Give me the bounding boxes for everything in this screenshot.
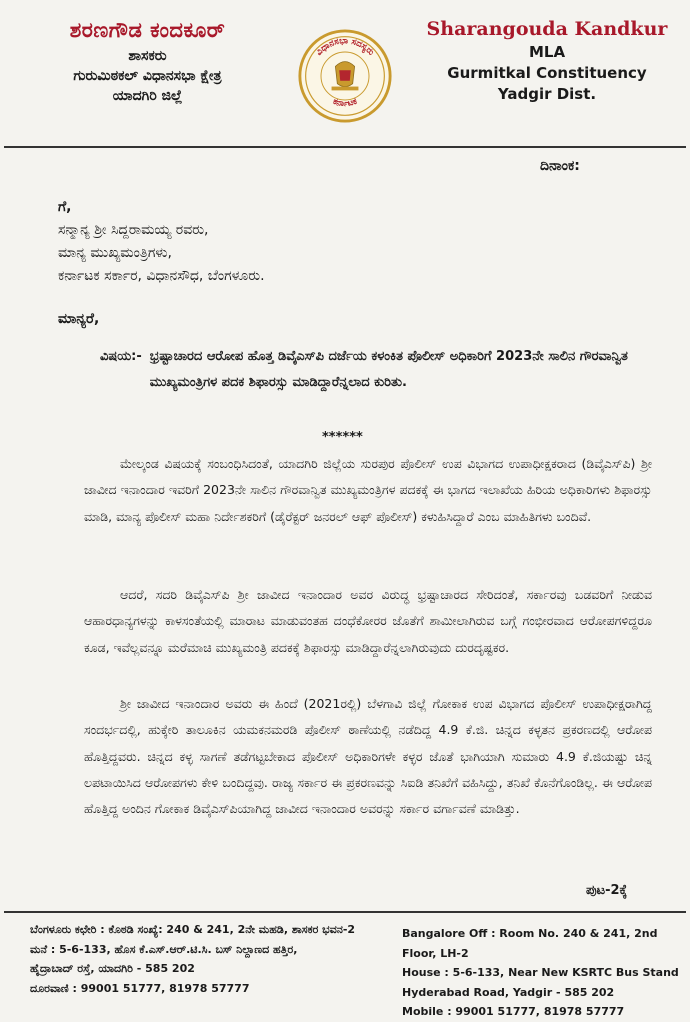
seal-top-text: ವಿಧಾನಸಭಾ ಸದಸ್ಯರು [314,36,376,58]
footer-en-line-1: Bangalore Off : Room No. 240 & 241, 2nd Floor, LH-2 [402,927,658,960]
footer-divider [4,911,686,913]
separator: ****** [322,430,363,445]
footer-kn-line-4: ದೂರವಾಣಿ : 99001 51777, 81978 57777 [30,981,250,995]
role-kannada: ಶಾಸಕರು [128,48,167,64]
constituency-kannada: ಗುರುಮಿಠಕಲ್ ವಿಧಾನಸಭಾ ಕ್ಷೇತ್ರ [73,68,222,84]
footer-kn-line-2: ಮನೆ : 5-6-133, ಹೊಸ ಕೆ.ಎಸ್.ಆರ್.ಟಿ.ಸಿ. ಬಸ್ ನಿಲ್ದಾಣದ ಹತ್ತಿರ, [30,942,298,956]
role-english: MLA [528,43,566,61]
mla-name-english: Sharangouda Kandkur [426,18,668,40]
seal-bottom-text: ಕರ್ನಾಟಕ [331,96,359,110]
constituency-english: Gurmitkal Constituency [447,64,647,82]
footer-en-line-2: House : 5-6-133, Near New KSRTC Bus Stand [402,966,679,979]
addressee-line-1: ಸನ್ಮಾನ್ಯ ಶ್ರೀ ಸಿದ್ದರಾಮಯ್ಯ ರವರು, [58,222,209,238]
mla-name-kannada: ಶರಣಗೌಡ ಕಂದಕೂರ್ [69,18,226,42]
footer-english [402,924,687,1022]
paragraph-2: ಆದರೆ, ಸದರಿ ಡಿವೈಎಸ್‌ಪಿ ಶ್ರೀ ಜಾವೀದ ಇನಾಂದಾರ ಅವರ ವಿರುದ್ಧ ಭ್ರಷ್ಟಾಚಾರದ ಸೇರಿದಂತೆ, ಸರ್ಕಾರವು ಬಡವರಿಗೆ ನೀಡುವ ಆಹಾರಧಾನ್ಯಗಳನ್ನು ಕಾಳಸಂತೆಯಲ್ಲಿ ಮಾರಾಟ ಮಾಡುವಂತಹ ದಂಧೆಕೋರರ ಜೊತೆಗೆ ಶಾಮೀಲಾಗಿರುವ ಬಗ್ಗೆ ಗಂಭೀರವಾದ ಆರೋಪಗಳಿದ್ದರೂ ಕೂಡ, ಇವೆಲ್ಲವನ್ನೂ ಮರೆಮಾಚಿ ಮುಖ್ಯಮಂತ್ರಿ ಪದಕಕ್ಕೆ ಶಿಫಾರಸ್ಸು ಮಾಡಿದ್ದಾರೆನ್ನಲಾಗಿರುವುದು ದುರದೃಷ್ಟಕರ. [84,587,652,655]
district-english: Yadgir Dist. [497,85,597,103]
paragraph-3: ಶ್ರೀ ಜಾವೀದ ಇನಾಂದಾರ ಅವರು ಈ ಹಿಂದೆ (2021ರಲ್ಲಿ) ಬೆಳಗಾವಿ ಜಿಲ್ಲೆ ಗೋಕಾಕ ಉಪ ವಿಭಾಗದ ಪೊಲೀಸ್ ಉಪಾಧೀಕ್ಷರಾಗಿದ್ದ ಸಂದರ್ಭದಲ್ಲಿ, ಹುಕ್ಕೇರಿ ತಾಲೂಕಿನ ಯಮಕನಮರಡಿ ಪೊಲೀಸ್ ಠಾಣೆಯಲ್ಲಿ ನಡೆದಿದ್ದ 4.9 ಕೆ.ಜಿ. ಚಿನ್ನದ ಕಳ್ಳತನ ಪ್ರಕರಣದಲ್ಲಿ ಆರೋಪ ಹೊತ್ತಿದ್ದವರು. ಚಿನ್ನದ ಕಳ್ಳ ಸಾಗಣೆ ತಡೆಗಟ್ಟಬೇಕಾದ ಪೊಲೀಸ್ ಅಧಿಕಾರಿಗಳೇ ಕಳ್ಳರ ಜೊತೆ ಭಾಗಿಯಾಗಿ ಸುಮಾರು 4.9 ಕೆ.ಜಿಯಷ್ಟು ಚಿನ್ನ ಲಪಟಾಯಿಸಿದ ಆರೋಪಗಳು ಕೇಳಿ ಬಂದಿದ್ದವು. ರಾಜ್ಯ ಸರ್ಕಾರ ಈ ಪ್ರಕರಣವನ್ನು ಸಿಐಡಿ ತನಿಖೆಗೆ ವಹಿಸಿದ್ದು, ತನಿಖೆ ಕೊನೆಗೊಂಡಿಲ್ಲ. ಈ ಆರೋಪ ಹೊತ್ತಿದ್ದ ಅಂದಿನ ಗೋಕಾಕ ಡಿವೈಎಸ್‌ಪಿಯಾಗಿದ್ದ ಜಾವೀದ ಇನಾಂದಾರ ಅವರನ್ನು ಸರ್ಕಾರ ವರ್ಗಾವಣೆ ಮಾಡಿತ್ತು. [84,696,652,817]
footer-kannada [30,920,385,998]
salutation: ಮಾನ್ಯರೆ, [58,311,100,327]
header-english [422,18,672,103]
footer-en-line-4: Mobile : 99001 51777, 81978 57777 [402,1005,625,1018]
subject-text: ಭ್ರಷ್ಟಾಚಾರದ ಆರೋಪ ಹೊತ್ತ ಡಿವೈಎಸ್‌ಪಿ ದರ್ಜೆಯ ಕಳಂಕಿತ ಪೊಲೀಸ್ ಅಧಿಕಾರಿಗೆ 2023ನೇ ಸಾಲಿನ ಗೌರವಾನ್ವಿತ ಮುಖ್ಯಮಂತ್ರಿಗಳ ಪದಕ ಶಿಫಾರಸ್ಸು ಮಾಡಿದ್ದಾರೆನ್ನಲಾದ ಕುರಿತು. [149,349,628,390]
addressee-block [58,196,265,288]
header-divider [4,146,686,148]
footer-en-line-3: Hyderabad Road, Yadgir - 585 202 [402,985,615,999]
addressee-line-3: ಕರ್ನಾಟಕ ಸರ್ಕಾರ, ವಿಧಾನಸೌಧ, ಬೆಂಗಳೂರು. [58,268,265,284]
addressee-to: ಗೆ, [58,199,72,215]
paragraph-1: ಮೇಲ್ಕಂಡ ವಿಷಯಕ್ಕೆ ಸಂಬಂಧಿಸಿದಂತೆ, ಯಾದಗಿರಿ ಜಿಲ್ಲೆಯ ಸುರಪುರ ಪೊಲೀಸ್ ಉಪ ವಿಭಾಗದ ಉಪಾಧೀಕ್ಷಕರಾದ (ಡಿವೈಎಸ್‌ಪಿ) ಶ್ರೀ ಜಾವೀದ ಇನಾಂದಾರ ಇವರಿಗೆ 2023ನೇ ಸಾಲಿನ ಗೌರವಾನ್ವಿತ ಮುಖ್ಯಮಂತ್ರಿಗಳ ಪದಕಕ್ಕೆ ಈ ಭಾಗದ ಇಲಾಖೆಯ ಹಿರಿಯ ಅಧಿಕಾರಿಗಳು ಶಿಫಾರಸ್ಸು ಮಾಡಿ, ಮಾನ್ಯ ಪೊಲೀಸ್ ಮಹಾ ನಿರ್ದೇಶಕರಿಗೆ (ಡೈರೆಕ್ಟರ್ ಜನರಲ್ ಆಫ್ ಪೊಲೀಸ್) ಕಳುಹಿಸಿದ್ದಾರೆ ಎಂಬ ಮಾಹಿತಿಗಳು ಬಂದಿವೆ. [84,456,652,524]
continued-note: ಪುಟ-2ಕ್ಕೆ [586,883,628,898]
footer-kn-line-1: ಬೆಂಗಳೂರು ಕಛೇರಿ : ಕೊಠಡಿ ಸಂಖ್ಯೆ: 240 & 241, 2ನೇ ಮಹಡಿ, ಶಾಸಕರ ಭವನ-2 [30,923,356,936]
karnataka-assembly-seal-icon [297,28,393,124]
header-kannada [30,18,265,104]
addressee-line-2: ಮಾನ್ಯ ಮುಖ್ಯಮಂತ್ರಿಗಳು, [58,245,172,261]
district-kannada: ಯಾದಗಿರಿ ಜಿಲ್ಲೆ [112,88,183,104]
date-label: ದಿನಾಂಕ: [540,158,580,174]
subject-block [100,344,645,396]
footer-kn-line-3: ಹೈದ್ರಾಬಾದ್ ರಸ್ತೆ, ಯಾದಗಿರಿ - 585 202 [30,962,195,975]
subject-label: ವಿಷಯ:- [100,349,142,364]
